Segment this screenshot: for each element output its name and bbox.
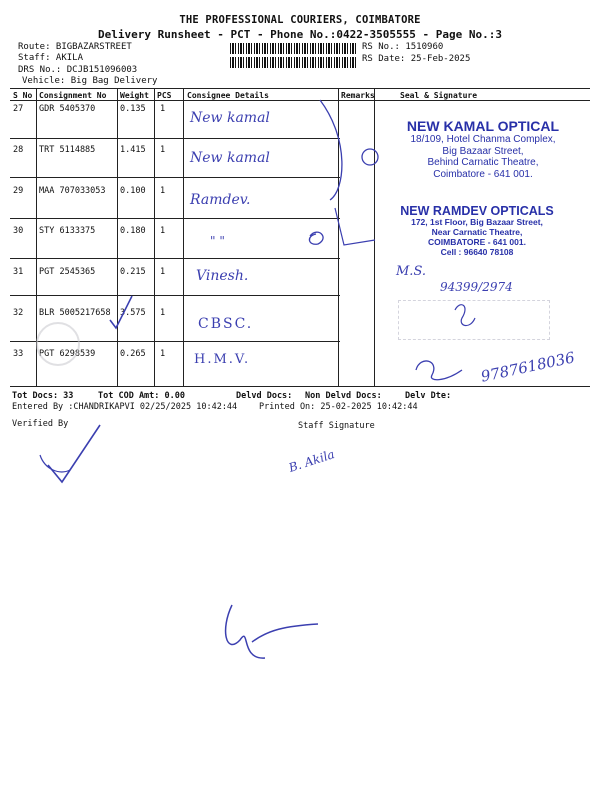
stamp-kamal-name: NEW KAMAL OPTICAL bbox=[406, 118, 560, 134]
row-consignee-handwritten: New kamal bbox=[190, 150, 270, 166]
header-consignee: Consignee Details bbox=[187, 91, 269, 100]
pen-stroke bbox=[416, 361, 462, 380]
row-sno: 31 bbox=[13, 267, 24, 277]
pen-loop bbox=[362, 149, 378, 165]
stamp-ramdev-name: NEW RAMDEV OPTICALS bbox=[400, 204, 554, 218]
pen-loop bbox=[309, 232, 323, 244]
staff-signature-handwritten: B. Akila bbox=[286, 447, 337, 475]
row-sno: 28 bbox=[13, 145, 24, 155]
row-consignee-handwritten: Ramdev. bbox=[190, 192, 251, 208]
row-consignment-no: PGT 6298539 bbox=[39, 349, 96, 359]
header-pcs: PCS bbox=[157, 91, 172, 100]
row-consignee-handwritten: " " bbox=[210, 234, 225, 248]
row-sno: 32 bbox=[13, 308, 24, 318]
check-mark bbox=[48, 425, 100, 482]
row-consignment-no: GDR 5405370 bbox=[39, 104, 96, 114]
non-delivered-docs: Non Delvd Docs: bbox=[305, 391, 382, 401]
header-seal: Seal & Signature bbox=[400, 91, 478, 100]
row-pcs: 1 bbox=[160, 226, 166, 236]
stamp-ramdev-line: 172, 1st Floor, Big Bazaar Street, bbox=[411, 217, 543, 228]
row-consignment-no: STY 6133375 bbox=[39, 226, 96, 236]
row-pcs: 1 bbox=[160, 104, 166, 114]
delivered-docs: Delvd Docs: bbox=[236, 391, 293, 401]
pen-stroke bbox=[40, 455, 70, 472]
stamp-ramdev-line: Near Carnatic Theatre, bbox=[431, 227, 523, 238]
row-consignee-handwritten: CBSC. bbox=[198, 316, 254, 332]
staff-signature-label: Staff Signature bbox=[298, 421, 375, 431]
check-mark bbox=[110, 296, 132, 328]
header-sno: S No bbox=[13, 91, 33, 100]
rs-date: RS Date: 25-Feb-2025 bbox=[362, 54, 471, 64]
row-consignee-handwritten: New kamal bbox=[190, 110, 270, 126]
runsheet-subtitle: Delivery Runsheet - PCT - Phone No.:0422-3505555 - Page No.:3 bbox=[98, 28, 502, 41]
signature-stroke bbox=[226, 605, 318, 658]
stamp-kamal-line: Coimbatore - 641 001. bbox=[433, 168, 533, 180]
stamp-ramdev-line: Cell : 96640 78108 bbox=[440, 246, 514, 257]
stamp-ramdev-line: COIMBATORE - 641 001. bbox=[428, 236, 526, 247]
row-weight: 3.575 bbox=[120, 308, 146, 318]
row-sno: 33 bbox=[13, 349, 24, 359]
pen-stroke bbox=[335, 208, 375, 245]
row-consignee-handwritten: H.M.V. bbox=[194, 352, 251, 367]
row-signature-handwritten: M.S. bbox=[396, 264, 427, 279]
row-pcs: 1 bbox=[160, 308, 166, 318]
row-consignee-handwritten: Vinesh. bbox=[196, 268, 249, 284]
row-weight: 1.415 bbox=[120, 145, 146, 155]
total-docs: Tot Docs: 33 bbox=[12, 391, 74, 401]
header-weight: Weight bbox=[120, 91, 149, 100]
header-remarks: Remarks bbox=[341, 91, 375, 100]
drs-number: DRS No.: DCJB151096003 bbox=[18, 65, 138, 75]
row-pcs: 1 bbox=[160, 349, 166, 359]
row-pcs: 1 bbox=[160, 186, 166, 196]
pen-stroke bbox=[455, 305, 475, 326]
header-consignment: Consignment No bbox=[39, 91, 107, 100]
row-phone-handwritten: 9787618036 bbox=[479, 348, 577, 386]
row-pcs: 1 bbox=[160, 267, 166, 277]
printed-on: Printed On: 25-02-2025 10:42:44 bbox=[259, 402, 418, 412]
row-weight: 0.100 bbox=[120, 186, 146, 196]
total-cod-amount: Tot COD Amt: 0.00 bbox=[98, 391, 185, 401]
row-pcs: 1 bbox=[160, 145, 166, 155]
row-weight: 0.180 bbox=[120, 226, 146, 236]
route-label: Route: BIGBAZARSTREET bbox=[18, 42, 132, 52]
verified-by: Verified By bbox=[12, 419, 69, 429]
row-phone-handwritten: 94399/2974 bbox=[440, 280, 513, 294]
entered-by: Entered By :CHANDRIKAPVI 02/25/2025 10:42:44 bbox=[12, 402, 238, 412]
staff-label: Staff: AKILA bbox=[18, 53, 84, 63]
stamp-kamal-line: 18/109, Hotel Chanma Complex, bbox=[410, 134, 556, 146]
row-consignment-no: BLR 5005217658 bbox=[39, 308, 111, 318]
row-weight: 0.135 bbox=[120, 104, 146, 114]
stamp-kamal-line: Behind Carnatic Theatre, bbox=[427, 157, 539, 169]
stamp-kamal-line: Big Bazaar Street, bbox=[442, 145, 524, 157]
row-consignment-no: MAA 707033053 bbox=[39, 186, 106, 196]
row-weight: 0.215 bbox=[120, 267, 146, 277]
pen-stroke bbox=[320, 100, 342, 200]
row-consignment-no: PGT 2545365 bbox=[39, 267, 96, 277]
row-consignment-no: TRT 5114885 bbox=[39, 145, 96, 155]
row-sno: 27 bbox=[13, 104, 24, 114]
row-sno: 29 bbox=[13, 186, 24, 196]
row-sno: 30 bbox=[13, 226, 24, 236]
runsheet-title: THE PROFESSIONAL COURIERS, COIMBATORE bbox=[179, 14, 421, 26]
vehicle-label: Vehicle: Big Bag Delivery bbox=[22, 76, 158, 86]
row-weight: 0.265 bbox=[120, 349, 146, 359]
delivery-date: Delv Dte: bbox=[405, 391, 452, 401]
rs-number: RS No.: 1510960 bbox=[362, 42, 444, 52]
